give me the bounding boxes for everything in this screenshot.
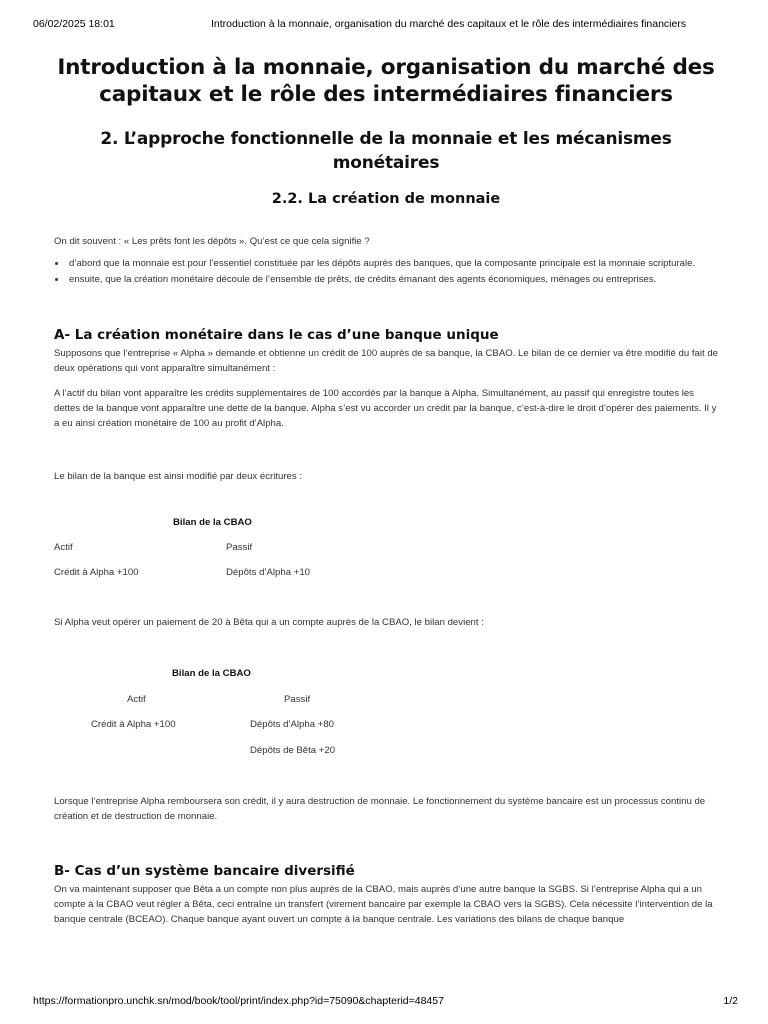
section-title: 2. L’approche fonctionnelle de la monnaie et les mécanismes monétaires bbox=[100, 129, 672, 173]
print-footer-page-number: 1/2 bbox=[723, 995, 738, 1007]
bullet-item: • d’abord que la monnaie est pour l’essentiel constituée par les dépôts auprès des banques, que la composante principale est la monnaie scripturale. bbox=[67, 256, 718, 271]
section-b bbox=[54, 862, 718, 927]
subsection-title: 2.2. La création de monnaie bbox=[271, 191, 501, 207]
page-title bbox=[54, 54, 718, 108]
bilan-table-2-title: Bilan de la CBAO bbox=[172, 668, 251, 679]
bilan-table-2-passif-row-1: Dépôts d’Alpha +80 bbox=[250, 719, 335, 730]
book-chapter-content bbox=[54, 54, 718, 927]
section-a-paragraph-2: A l’actif du bilan vont apparaître les crédits supplémentaires de 100 accordés par la banque à Alpha. Simultanément, au passif qui enregistre toutes les dettes de la banque vont apparaître une dette de la banque. Alpha s’est vu accorder un crédit par la banque, c’est-à-dire le droit d’opérer des paiements. Il y a eu ainsi création monétaire de 100 au profit d’Alpha. bbox=[54, 388, 717, 429]
print-date: 06/02/2025 18:01 bbox=[33, 18, 115, 30]
print-footer-url: https://formationpro.unchk.sn/mod/book/tool/print/index.php?id=75090&chapterid=48457 bbox=[33, 995, 444, 1007]
paiement-paragraph: Si Alpha veut opérer un paiement de 20 à Bêta qui a un compte auprès de la CBAO, le bilan devient : bbox=[54, 617, 484, 628]
bilan-table-2-passif-row-2: Dépôts de Bêta +20 bbox=[250, 745, 336, 756]
intro-question: On dit souvent : « Les prêts font les dépôts ». Qu’est ce que cela signifie ? bbox=[54, 236, 370, 247]
page-title-line-2: capitaux et le rôle des intermédiaires financiers bbox=[99, 82, 673, 107]
bilan-table-2-actif-row: Crédit à Alpha +100 bbox=[91, 719, 176, 730]
bullet-item: • ensuite, que la création monétaire découle de l’ensemble de prêts, de crédits émanant des agents économiques, ménages ou entreprises. bbox=[67, 272, 718, 287]
print-header-title: Introduction à la monnaie, organisation du marché des capitaux et le rôle des intermédiaires financiers bbox=[211, 18, 687, 30]
bilan-intro: Le bilan de la banque est ainsi modifié par deux écritures : bbox=[54, 471, 302, 482]
bilan-table-1-title: Bilan de la CBAO bbox=[173, 517, 252, 528]
section-a-paragraph-1: Supposons que l’entreprise « Alpha » demande et obtienne un crédit de 100 auprès de sa banque, la CBAO. Le bilan de ce dernier va être modifié du fait de deux opérations qui vont apparaître simultanément : bbox=[54, 348, 719, 374]
section-b-heading: B- Cas d’un système bancaire diversifié bbox=[54, 863, 355, 879]
section-a bbox=[54, 326, 718, 824]
bilan-table-1 bbox=[54, 517, 718, 587]
section-b-paragraph-1: On va maintenant supposer que Bêta a un compte non plus auprès de la CBAO, mais auprès d’une autre banque la SGBS. Si l’entreprise Alpha qui a un compte à la CBAO veut régler à Bêta, ceci entraîne un transfert (virement bancaire par exemple la CBAO vers la SGBS). Cela nécessite l’intervention de la banque centrale (BCEAO). Chaque banque ayant ouvert un compte à la banque centrale. Les variations des bilans de chaque banque bbox=[54, 884, 713, 925]
bilan-table-2 bbox=[54, 668, 718, 758]
bilan-table-1-actif-header: Actif bbox=[54, 542, 73, 553]
bilan-table-1-passif-header: Passif bbox=[226, 542, 253, 553]
bilan-table-1-actif-row: Crédit à Alpha +100 bbox=[54, 567, 139, 578]
section-a-heading: A- La création monétaire dans le cas d’une banque unique bbox=[54, 327, 499, 343]
page-title-line-1: Introduction à la monnaie, organisation du marché des bbox=[57, 55, 715, 80]
bilan-table-2-actif-header: Actif bbox=[127, 694, 146, 705]
bilan-table-2-passif-header: Passif bbox=[284, 694, 311, 705]
bilan-table-1-passif-row: Dépôts d’Alpha +10 bbox=[226, 567, 311, 578]
remboursement-paragraph: Lorsque l’entreprise Alpha remboursera son crédit, il y aura destruction de monnaie. Le fonctionnement du système bancaire est un processus continu de création et de destruction de monnaie. bbox=[54, 796, 706, 822]
intro-bullet-list bbox=[54, 256, 718, 287]
